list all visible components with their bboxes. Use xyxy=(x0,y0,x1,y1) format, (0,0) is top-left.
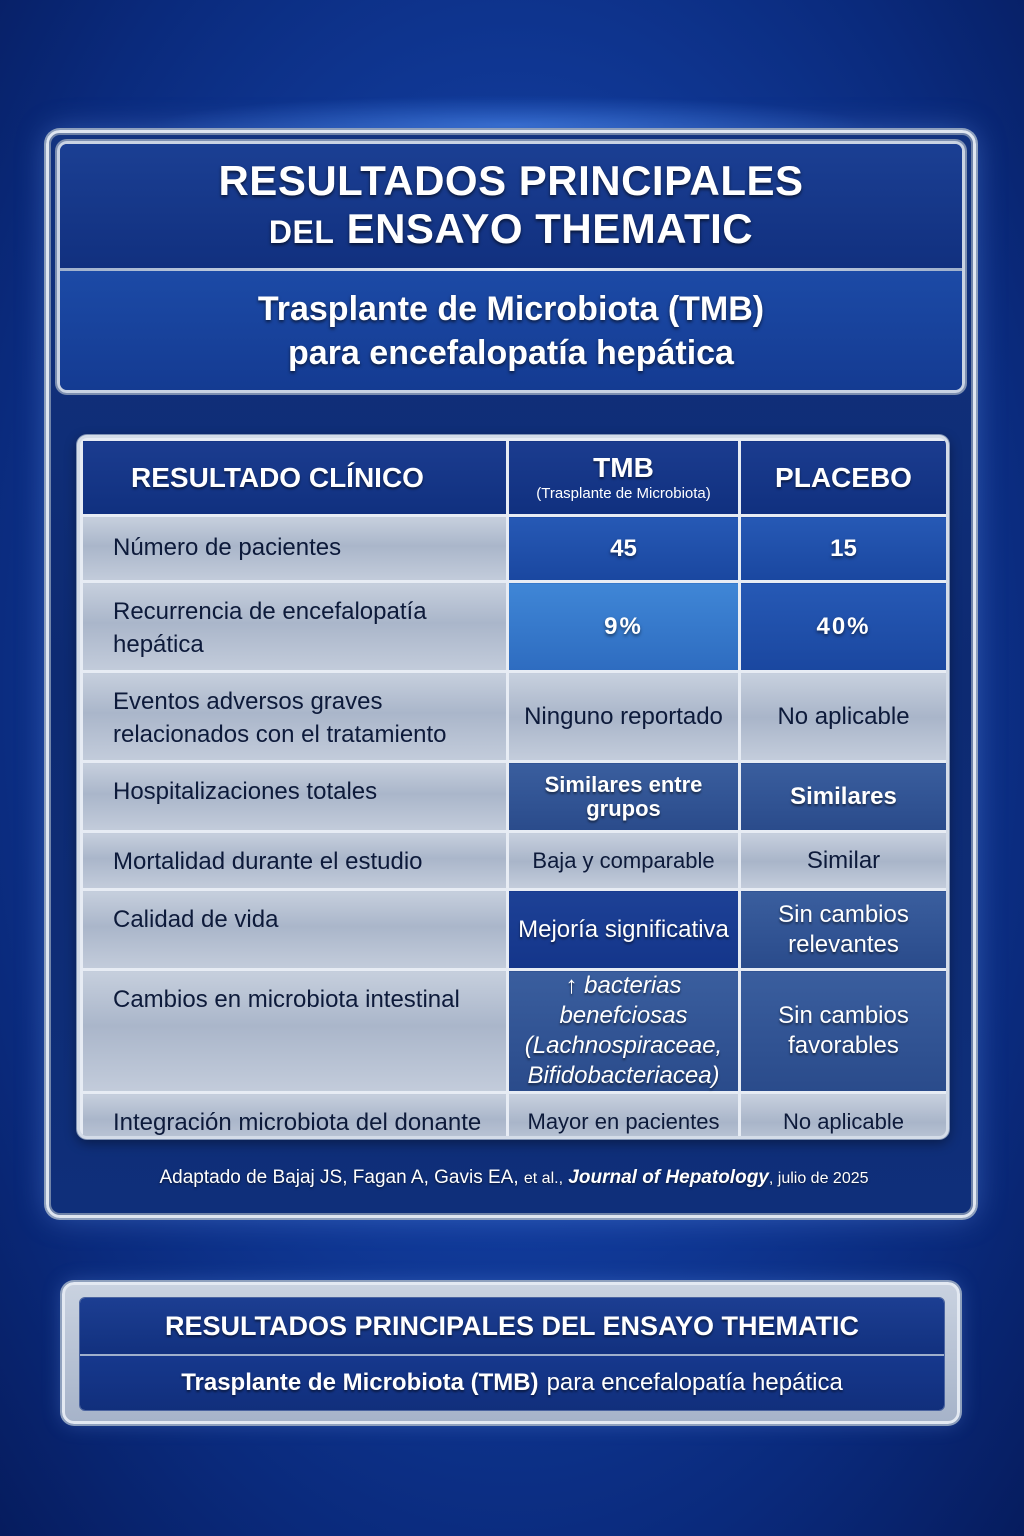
header-resultado-clinico: RESULTADO CLÍNICO xyxy=(82,440,508,516)
placebo-value: 40% xyxy=(740,582,948,672)
row-label: Hospitalizaciones totales xyxy=(82,762,508,832)
title-ensayo: ENSAYO THEMATIC xyxy=(346,204,754,252)
header-placebo: PLACEBO xyxy=(740,440,948,516)
tmb-value: Ninguno reportado xyxy=(508,672,740,762)
placebo-value: No aplicable xyxy=(740,672,948,762)
banner-title: RESULTADOS PRINCIPALES DEL ENSAYO THEMATIC xyxy=(80,1298,944,1354)
row-label: Eventos adversos graves relacionados con el tratamiento xyxy=(82,672,508,762)
table-row xyxy=(82,672,948,762)
page-title-line2 xyxy=(269,205,753,256)
table-row xyxy=(82,1093,948,1140)
page-title-line1: RESULTADOS PRINCIPALES xyxy=(218,156,804,204)
header-panel xyxy=(57,141,965,393)
table-row xyxy=(82,582,948,672)
tmb-value: Mayor en pacientes xyxy=(508,1093,740,1140)
citation-journal: Journal of Hepatology xyxy=(563,1167,769,1188)
placebo-value: Sin cambios relevantes xyxy=(740,890,948,970)
subtitle-block xyxy=(60,271,962,390)
tmb-value: 9% xyxy=(508,582,740,672)
row-label: Mortalidad durante el estudio xyxy=(82,832,508,890)
table-header-row xyxy=(82,440,948,516)
banner-inner xyxy=(79,1297,945,1411)
header-tmb: TMB (Trasplante de Microbiota) xyxy=(508,440,740,516)
citation-authors: Adaptado de Bajaj JS, Fagan A, Gavis EA, xyxy=(159,1167,524,1188)
citation-etal: et al., xyxy=(523,1170,564,1187)
row-label: Recurrencia de encefalopatía hepática xyxy=(82,582,508,672)
row-label: Cambios en microbiota intestinal xyxy=(82,970,508,1093)
table-row xyxy=(82,832,948,890)
tmb-value: ↑ bacterias benefciosas (Lachnospiraceae, Bifidobacteriacea) xyxy=(508,970,740,1093)
placebo-value: Similar xyxy=(740,832,948,890)
table-row xyxy=(82,516,948,582)
table-row xyxy=(82,890,948,970)
banner-subtitle-rest: para encefalopatía hepática xyxy=(546,1369,843,1396)
tmb-value: Similares entre grupos xyxy=(508,762,740,832)
results-table xyxy=(77,435,949,1139)
table-row xyxy=(82,970,948,1093)
tmb-value: Mejoría significativa xyxy=(508,890,740,970)
placebo-value: Similares xyxy=(740,762,948,832)
tmb-value: Baja y comparable xyxy=(508,832,740,890)
row-label: Integración microbiota del donante xyxy=(82,1093,508,1140)
citation-date: , julio de 2025 xyxy=(768,1170,869,1187)
placebo-value: Sin cambios favorables xyxy=(740,970,948,1093)
subtitle-line1: Trasplante de Microbiota (TMB) xyxy=(257,289,765,328)
title-del: DEL xyxy=(268,213,335,250)
placebo-value: No aplicable xyxy=(740,1093,948,1140)
subtitle-line2: para encefalopatía hepática xyxy=(288,333,734,372)
row-label: Número de pacientes xyxy=(82,516,508,582)
banner-subtitle-bold: Trasplante de Microbiota (TMB) xyxy=(181,1369,539,1396)
table-row xyxy=(82,762,948,832)
placebo-value: 15 xyxy=(740,516,948,582)
tmb-value: 45 xyxy=(508,516,740,582)
banner-subtitle xyxy=(80,1356,944,1410)
main-card xyxy=(46,130,976,1218)
bottom-banner xyxy=(62,1282,960,1424)
citation xyxy=(109,1167,919,1189)
title-block xyxy=(60,144,962,268)
row-label: Calidad de vida xyxy=(82,890,508,970)
